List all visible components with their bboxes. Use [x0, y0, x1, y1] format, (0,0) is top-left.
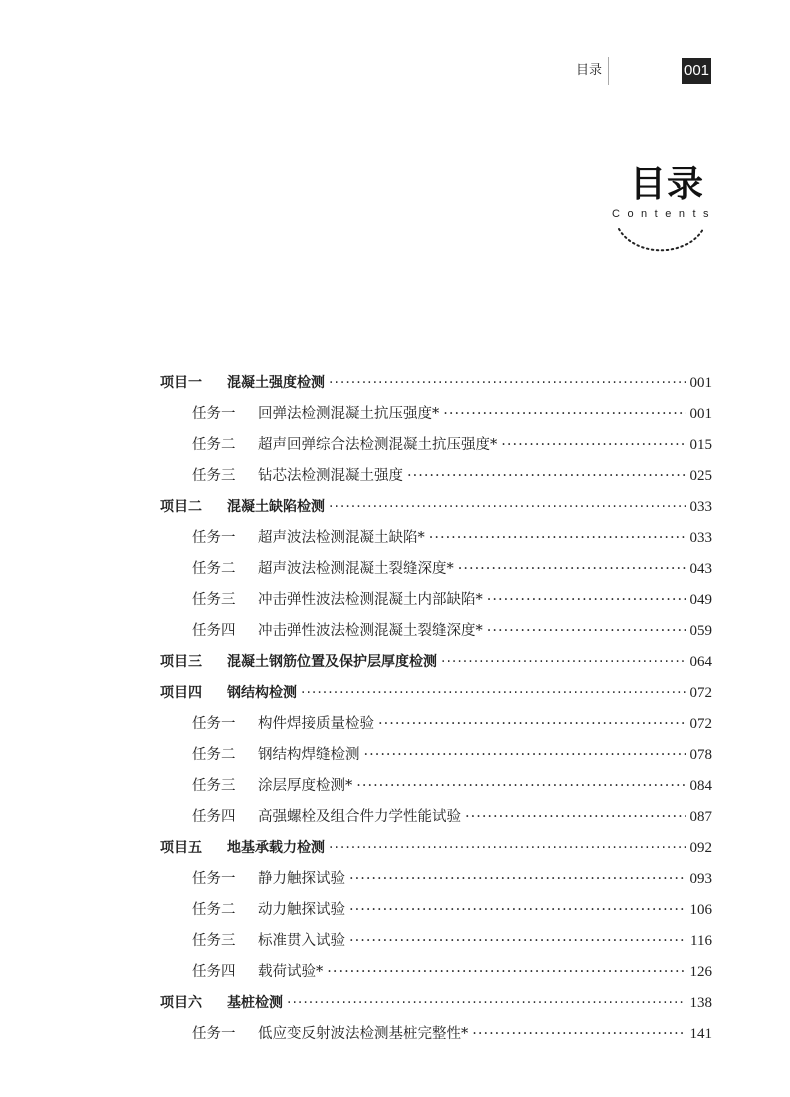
- entry-page-number: 106: [689, 902, 712, 918]
- dot-leader: [349, 864, 686, 895]
- entry-title: 超声回弹综合法检测混凝土抗压强度*: [258, 437, 498, 453]
- dot-leader: [465, 802, 686, 833]
- entry-label: 任务二: [192, 561, 236, 577]
- entry-label: 任务一: [192, 530, 236, 546]
- entry-page-number: 092: [689, 840, 712, 856]
- toc-task-entry[interactable]: [160, 895, 712, 926]
- entry-page-number: 033: [689, 499, 712, 515]
- entry-label: 任务四: [192, 964, 236, 980]
- entry-page-number: 015: [689, 437, 712, 453]
- entry-label: 任务三: [192, 468, 236, 484]
- header-divider: [608, 57, 609, 85]
- toc-project-entry[interactable]: [160, 492, 712, 523]
- entry-title: 静力触探试验: [258, 871, 345, 887]
- entry-page-number: 126: [689, 964, 712, 980]
- entry-title: 超声波法检测混凝土裂缝深度*: [258, 561, 454, 577]
- page-number-badge: 001: [682, 58, 711, 84]
- toc-project-entry[interactable]: [160, 368, 712, 399]
- entry-page-number: 049: [689, 592, 712, 608]
- page-subtitle: Contents: [612, 208, 717, 220]
- entry-title: 标准贯入试验: [258, 933, 345, 949]
- entry-title: 钻芯法检测混凝土强度: [258, 468, 403, 484]
- dotted-arc-decoration: [615, 225, 707, 265]
- toc-task-entry[interactable]: [160, 864, 712, 895]
- entry-page-number: 001: [689, 406, 712, 422]
- dot-leader: [458, 554, 686, 585]
- entry-page-number: 043: [689, 561, 712, 577]
- entry-page-number: 072: [689, 685, 712, 701]
- entry-label: 任务四: [192, 809, 236, 825]
- entry-title: 高强螺栓及组合件力学性能试验: [258, 809, 461, 825]
- entry-label: 项目四: [160, 685, 202, 701]
- toc-task-entry[interactable]: [160, 802, 712, 833]
- entry-label: 任务二: [192, 437, 236, 453]
- entry-page-number: 141: [689, 1026, 712, 1042]
- entry-page-number: 059: [689, 623, 712, 639]
- table-of-contents: [160, 368, 712, 1050]
- entry-title: 冲击弹性波法检测混凝土裂缝深度*: [258, 623, 483, 639]
- dot-leader: [364, 740, 686, 771]
- entry-label: 任务一: [192, 871, 236, 887]
- entry-label: 任务一: [192, 1026, 236, 1042]
- dot-leader: [329, 833, 686, 864]
- entry-title: 低应变反射波法检测基桩完整性*: [258, 1026, 469, 1042]
- dot-leader: [441, 647, 686, 678]
- dot-leader: [429, 523, 686, 554]
- dot-leader: [329, 492, 686, 523]
- entry-page-number: 078: [689, 747, 712, 763]
- entry-page-number: 087: [689, 809, 712, 825]
- dot-leader: [487, 585, 686, 616]
- dot-leader: [472, 1019, 685, 1050]
- entry-page-number: 116: [690, 933, 712, 949]
- dot-leader: [501, 430, 685, 461]
- toc-task-entry[interactable]: [160, 740, 712, 771]
- entry-title: 构件焊接质量检验: [258, 716, 374, 732]
- entry-label: 项目六: [160, 995, 202, 1011]
- entry-label: 任务三: [192, 592, 236, 608]
- entry-title: 动力触探试验: [258, 902, 345, 918]
- toc-task-entry[interactable]: [160, 430, 712, 461]
- toc-project-entry[interactable]: [160, 988, 712, 1019]
- entry-page-number: 025: [689, 468, 712, 484]
- dot-leader: [349, 895, 686, 926]
- dot-leader: [327, 957, 685, 988]
- dot-leader: [329, 368, 686, 399]
- toc-project-entry[interactable]: [160, 647, 712, 678]
- entry-title: 混凝土强度检测: [227, 375, 325, 391]
- entry-title: 回弹法检测混凝土抗压强度*: [258, 406, 440, 422]
- page-title: 目录: [630, 163, 705, 205]
- entry-title: 钢结构检测: [227, 685, 297, 701]
- dot-leader: [301, 678, 686, 709]
- dot-leader: [356, 771, 685, 802]
- toc-project-entry[interactable]: [160, 678, 712, 709]
- running-header-title: 目录: [576, 63, 603, 78]
- entry-label: 任务二: [192, 747, 236, 763]
- entry-label: 项目二: [160, 499, 202, 515]
- toc-task-entry[interactable]: [160, 399, 712, 430]
- toc-task-entry[interactable]: [160, 926, 712, 957]
- toc-task-entry[interactable]: [160, 554, 712, 585]
- dot-leader: [349, 926, 686, 957]
- entry-page-number: 084: [689, 778, 712, 794]
- entry-title: 钢结构焊缝检测: [258, 747, 360, 763]
- dot-leader: [443, 399, 685, 430]
- entry-title: 超声波法检测混凝土缺陷*: [258, 530, 425, 546]
- entry-title: 地基承载力检测: [227, 840, 325, 856]
- entry-label: 任务三: [192, 933, 236, 949]
- entry-label: 任务一: [192, 716, 236, 732]
- entry-page-number: 072: [689, 716, 712, 732]
- entry-page-number: 064: [689, 654, 712, 670]
- entry-label: 任务一: [192, 406, 236, 422]
- entry-label: 任务三: [192, 778, 236, 794]
- dot-leader: [487, 616, 686, 647]
- entry-page-number: 001: [689, 375, 712, 391]
- entry-title: 混凝土缺陷检测: [227, 499, 325, 515]
- toc-task-entry[interactable]: [160, 616, 712, 647]
- toc-task-entry[interactable]: [160, 461, 712, 492]
- entry-title: 基桩检测: [227, 995, 283, 1011]
- entry-page-number: 093: [689, 871, 712, 887]
- toc-task-entry[interactable]: [160, 709, 712, 740]
- toc-task-entry[interactable]: [160, 957, 712, 988]
- entry-title: 载荷试验*: [258, 964, 324, 980]
- entry-label: 任务二: [192, 902, 236, 918]
- toc-task-entry[interactable]: [160, 1019, 712, 1050]
- dot-leader: [407, 461, 686, 492]
- entry-label: 项目三: [160, 654, 202, 670]
- dot-leader: [378, 709, 686, 740]
- entry-label: 任务四: [192, 623, 236, 639]
- entry-label: 项目一: [160, 375, 202, 391]
- toc-project-entry[interactable]: [160, 833, 712, 864]
- entry-label: 项目五: [160, 840, 202, 856]
- entry-title: 冲击弹性波法检测混凝土内部缺陷*: [258, 592, 483, 608]
- toc-task-entry[interactable]: [160, 771, 712, 802]
- entry-page-number: 138: [689, 995, 712, 1011]
- toc-task-entry[interactable]: [160, 585, 712, 616]
- toc-task-entry[interactable]: [160, 523, 712, 554]
- entry-title: 涂层厚度检测*: [258, 778, 353, 794]
- entry-title: 混凝土钢筋位置及保护层厚度检测: [227, 654, 437, 670]
- dot-leader: [287, 988, 686, 1019]
- entry-page-number: 033: [689, 530, 712, 546]
